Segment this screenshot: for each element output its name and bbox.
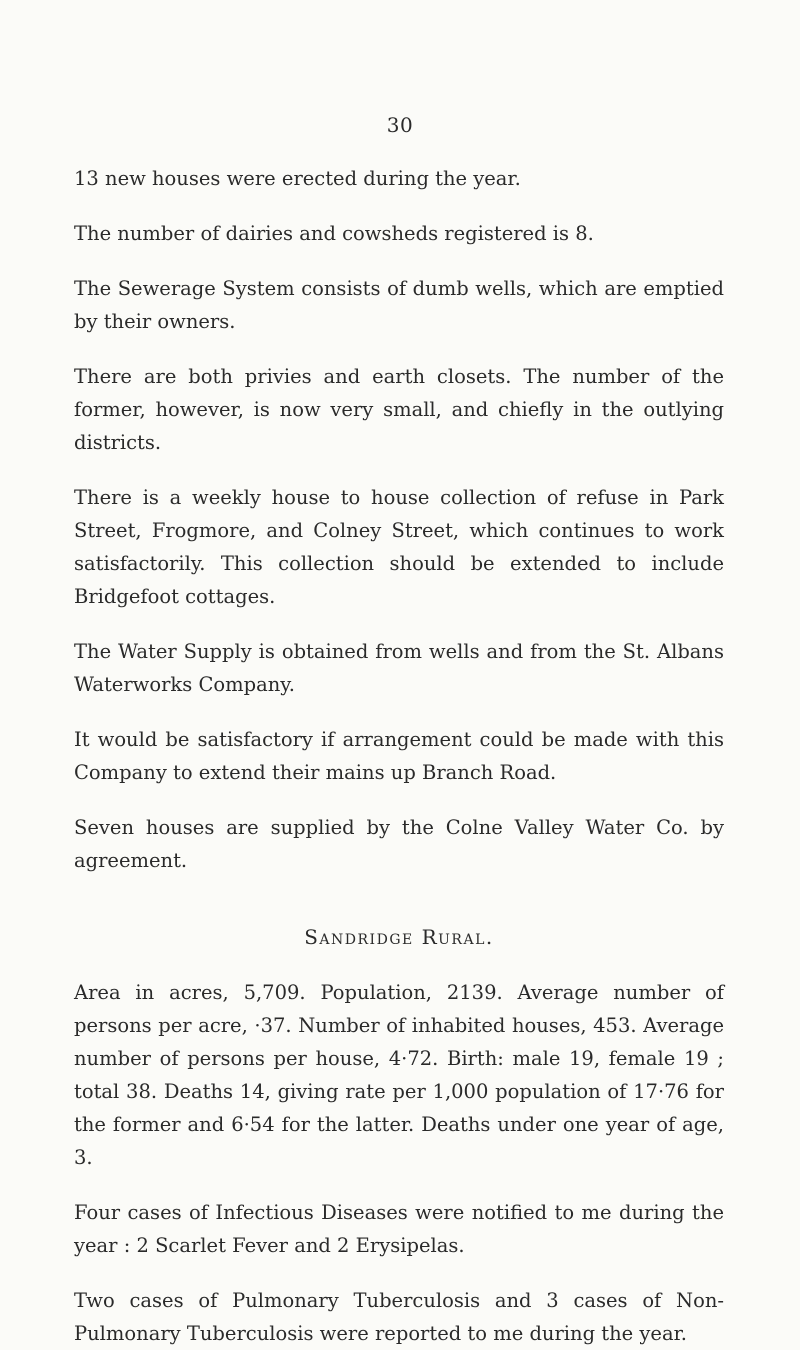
paragraph-mains-extension: It would be satisfactory if arrangement could be made with this Company to extend their mains up Branch Road. xyxy=(74,728,724,784)
paragraph-new-houses: 13 new houses were erected during the year. xyxy=(74,167,521,190)
paragraph-privies: There are both privies and earth closets. The number of the former, however, is now very small, and chiefly in the outlying districts. xyxy=(74,365,724,454)
paragraph-infectious-diseases: Four cases of Infectious Diseases were notified to me during the year : 2 Scarlet Fever and 2 Erysipelas. xyxy=(74,1201,724,1257)
paragraph-sewerage: The Sewerage System consists of dumb wells, which are emptied by their owners. xyxy=(74,277,724,333)
body-text xyxy=(74,162,724,1350)
paragraph-water-supply: The Water Supply is obtained from wells and from the St. Albans Waterworks Company. xyxy=(74,640,724,696)
paragraph-statistics: Area in acres, 5,709. Population, 2139. Average number of persons per acre, ·37. Number of inhabited houses, 453. Average number of persons per house, 4·72. Birth: male 19, female 19 ; total 38. Deaths 14, giving rate per 1,000 population of 17·76 for the former and 6·54 for the latter. Deaths under one year of age, 3. xyxy=(74,981,724,1169)
paragraph-refuse-collection: There is a weekly house to house collection of refuse in Park Street, Frogmore, and Colney Street, which continues to work satisfactorily. This collection should be extended to include Bridgefoot cottages. xyxy=(74,486,724,608)
section-heading: Sandridge Rural. xyxy=(304,925,494,949)
paragraph-tuberculosis: Two cases of Pulmonary Tuberculosis and 3 cases of Non-Pulmonary Tuberculosis were reported to me during the year. xyxy=(74,1289,724,1345)
paragraph-dairies: The number of dairies and cowsheds registered is 8. xyxy=(74,222,594,245)
paragraph-colne-valley: Seven houses are supplied by the Colne Valley Water Co. by agreement. xyxy=(74,816,724,872)
page-number: 30 xyxy=(386,113,414,137)
